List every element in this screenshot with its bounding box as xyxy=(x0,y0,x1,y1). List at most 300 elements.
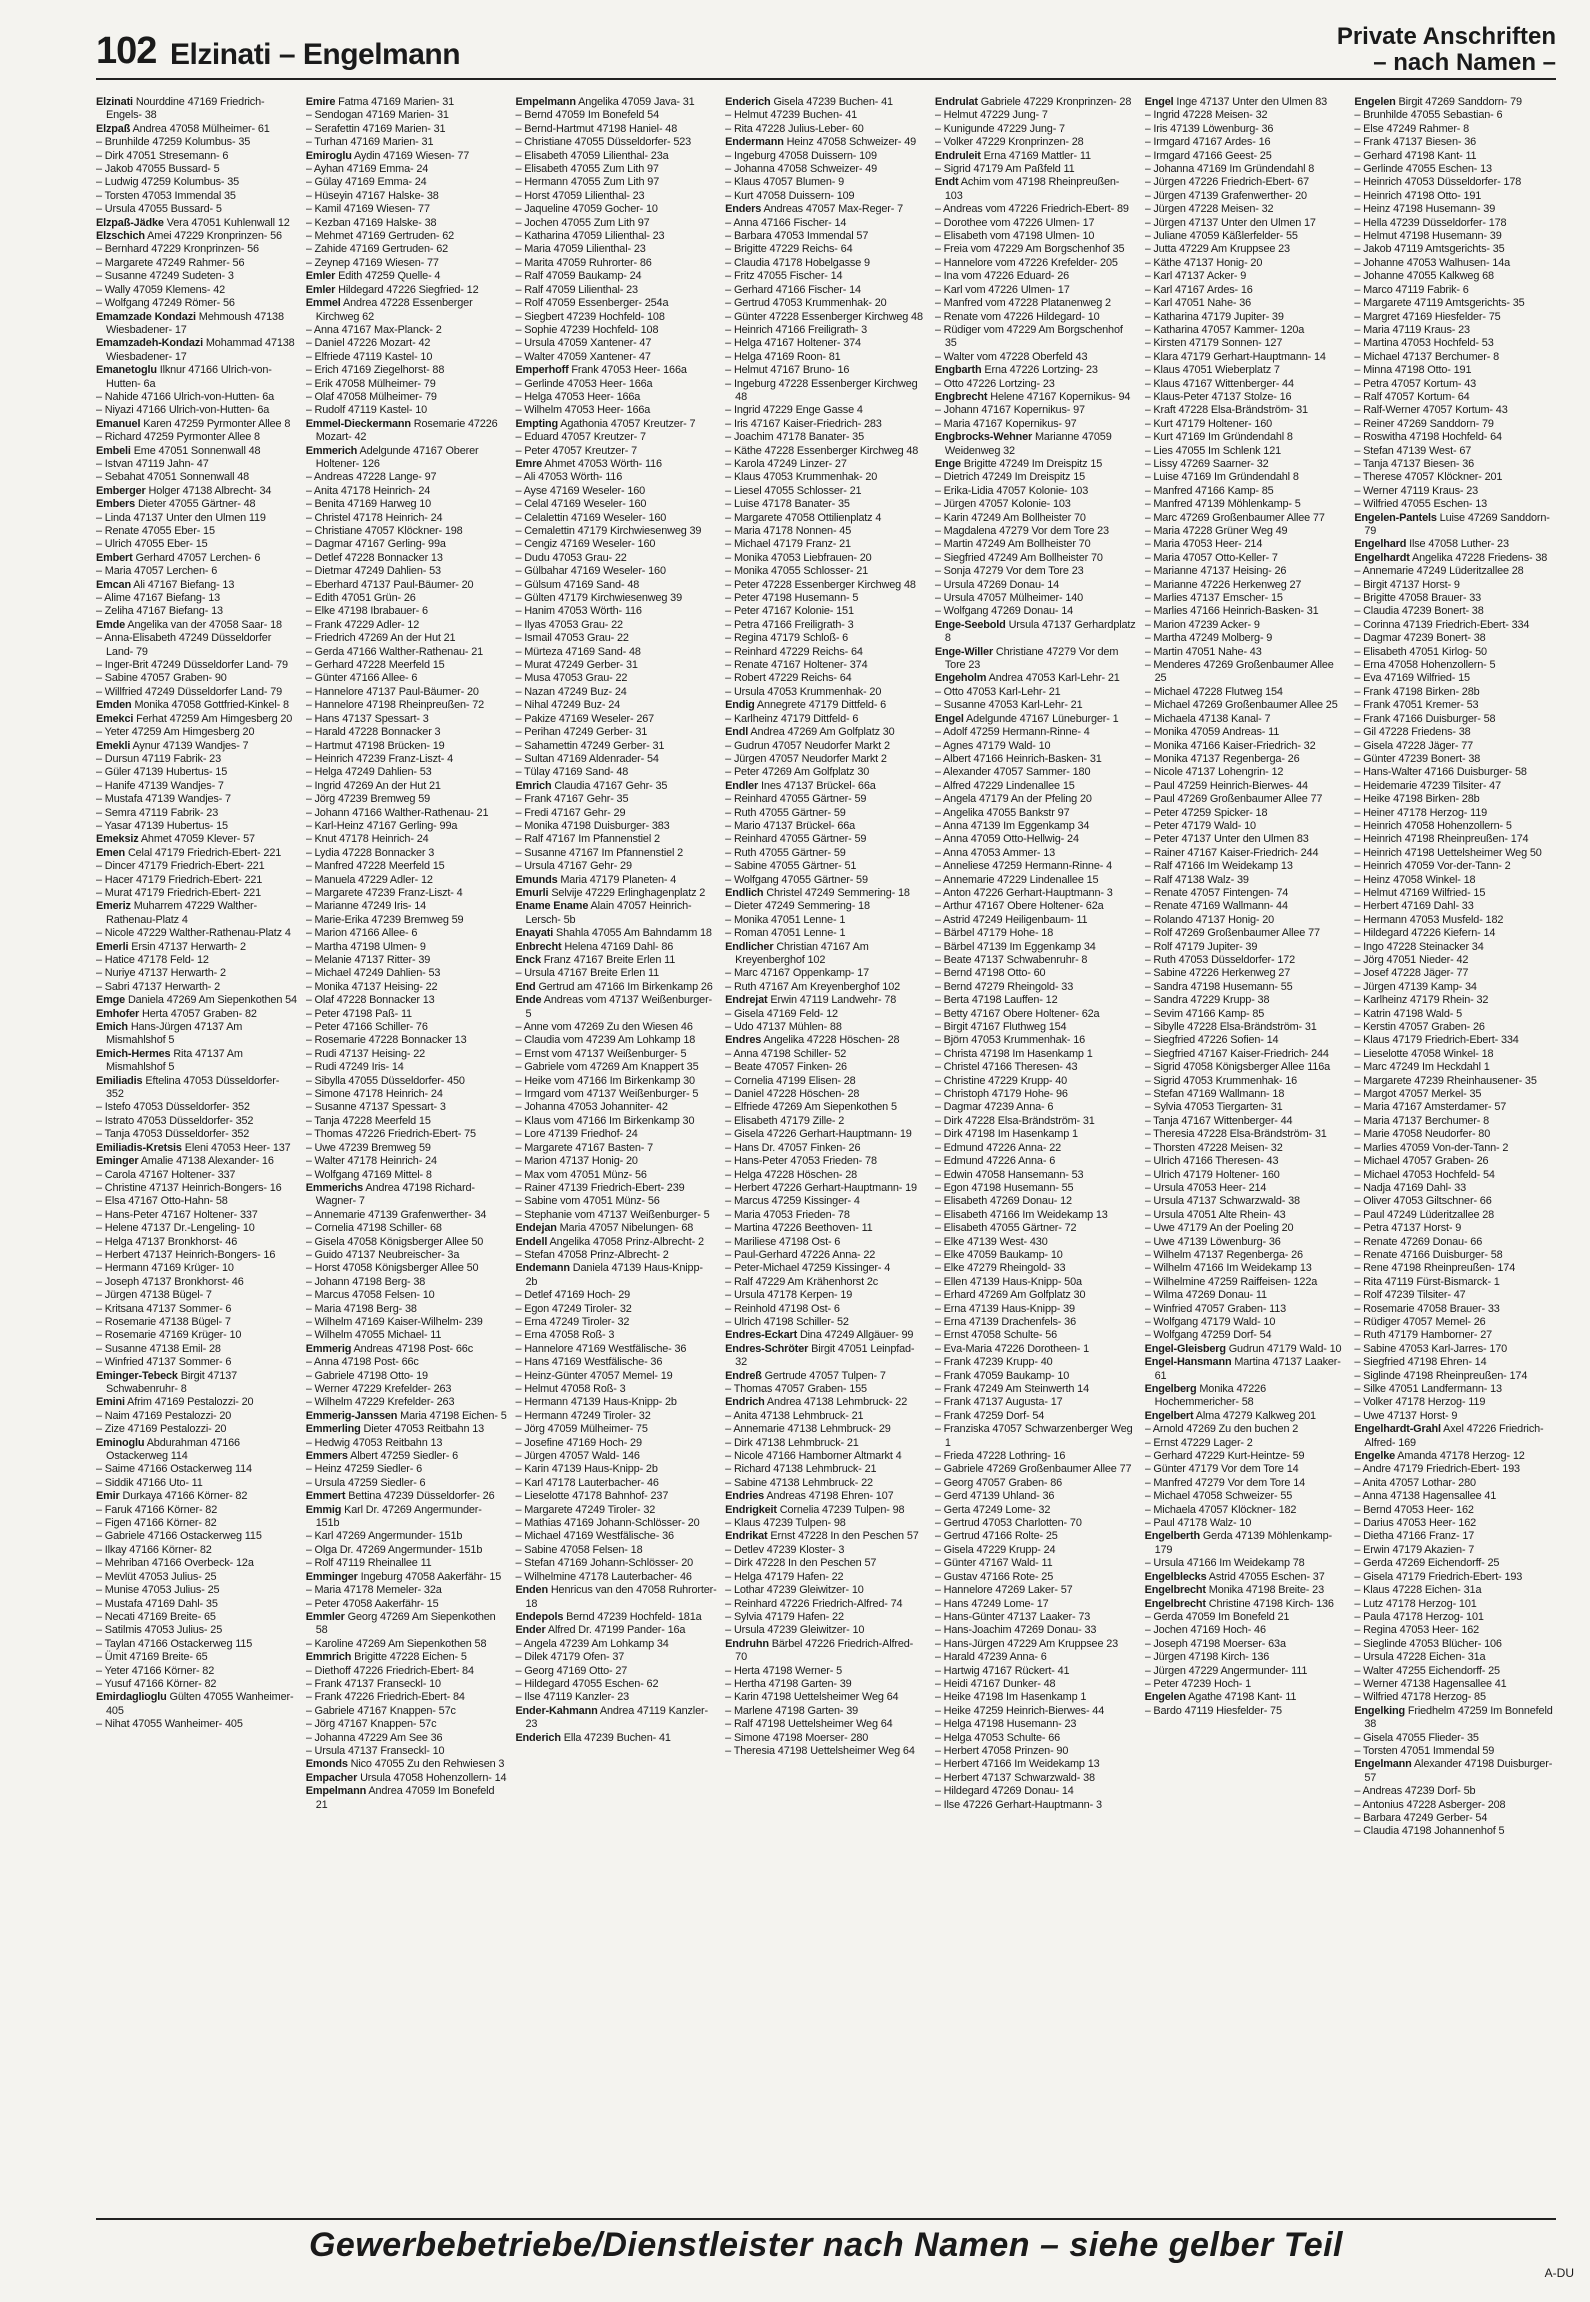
directory-entry xyxy=(1145,1169,1347,1182)
entry-details: Andreas 47198 Ehren- 107 xyxy=(764,1490,894,1503)
entry-details: – Hans-Peter 47167 Holtener- 337 xyxy=(96,1208,258,1221)
entry-details: – Otto 47226 Lortzing- 23 xyxy=(934,377,1055,390)
entry-details: Eleni 47053 Heer- 137 xyxy=(181,1141,291,1154)
directory-entry xyxy=(1354,1021,1556,1034)
entry-details: – Gertrud 47166 Rolte- 25 xyxy=(934,1530,1058,1543)
directory-entry xyxy=(306,699,508,712)
entry-details: Muharrem 47229 Walther-Rathenau-Platz 4 xyxy=(106,900,257,926)
entry-details: Andrea 47198 Richard-Wagner- 7 xyxy=(315,1181,475,1208)
entry-details: – Pakize 47169 Weseler- 267 xyxy=(515,712,655,725)
directory-entry xyxy=(935,404,1137,417)
entry-details: – Marc 47249 Im Heckdahl 1 xyxy=(1354,1061,1490,1074)
entry-details: – Ruth 47167 Am Kreyenberghof 102 xyxy=(725,980,901,993)
directory-entry xyxy=(935,994,1137,1007)
directory-entry xyxy=(96,257,298,270)
entry-details: – Celal 47169 Weseler- 160 xyxy=(515,498,647,511)
entry-details: – Menderes 47269 Großenbaumer Allee 25 xyxy=(1144,659,1334,685)
directory-entry xyxy=(1354,927,1556,940)
directory-entry xyxy=(725,1410,927,1423)
entry-details: – Heinrich 47198 Uettelsheimer Weg 50 xyxy=(1354,846,1542,859)
entry-details: – Marita 47059 Ruhrorter- 86 xyxy=(515,256,652,269)
entry-details: – Reinhard 47055 Gärtner- 59 xyxy=(725,833,867,846)
entry-details: Monika 47058 Gottfried-Kinkel- 8 xyxy=(131,699,289,712)
directory-entry xyxy=(935,1638,1137,1651)
directory-entry xyxy=(306,512,508,525)
directory-entry xyxy=(935,1383,1137,1396)
directory-entry xyxy=(1354,378,1556,391)
directory-entry xyxy=(725,351,927,364)
directory-entry xyxy=(935,766,1137,779)
entry-details: – Marcus 47058 Felsen- 10 xyxy=(305,1289,435,1302)
directory-entry xyxy=(96,713,298,726)
directory-entry xyxy=(725,1329,927,1342)
entry-surname: Engel xyxy=(1144,96,1174,108)
directory-entry xyxy=(1145,525,1347,538)
directory-entry xyxy=(935,740,1137,753)
entry-details: – Ulrich 47198 Schiller- 52 xyxy=(725,1315,849,1328)
directory-entry xyxy=(1145,176,1347,189)
entry-details: – Jakob 47119 Amtsgerichts- 35 xyxy=(1354,243,1505,256)
directory-entry xyxy=(935,592,1137,605)
directory-entry xyxy=(935,1530,1137,1543)
entry-surname: Endrulat xyxy=(934,96,978,108)
directory-entry xyxy=(725,914,927,927)
directory-entry xyxy=(1145,123,1347,136)
directory-entry xyxy=(96,874,298,887)
entry-details: – Heike 47198 Im Hasenkamp 1 xyxy=(934,1691,1087,1704)
directory-entry xyxy=(306,1530,508,1543)
directory-entry xyxy=(515,311,717,324)
entry-details: – Käthe 47137 Honig- 20 xyxy=(1144,256,1263,269)
entry-details: – Nicole 47137 Lohengrin- 12 xyxy=(1144,766,1284,779)
entry-details: – Frank 47166 Duisburger- 58 xyxy=(1354,712,1496,725)
directory-entry xyxy=(1354,284,1556,297)
directory-entry xyxy=(1145,257,1347,270)
entry-details: – Michael 47057 Graben- 26 xyxy=(1354,1155,1489,1168)
entry-details: – Claudia 47239 Bonert- 38 xyxy=(1354,605,1484,618)
entry-details: – Yeter 47166 Körner- 82 xyxy=(96,1664,215,1677)
directory-entry xyxy=(96,565,298,578)
directory-entry xyxy=(935,874,1137,887)
directory-entry xyxy=(515,954,717,967)
directory-entry xyxy=(725,1343,927,1370)
entry-surname: Emden xyxy=(96,699,132,712)
directory-entry xyxy=(96,1678,298,1691)
directory-entry xyxy=(515,1021,717,1034)
entry-details: – Heinrich 47059 Vor-der-Tann- 2 xyxy=(1354,860,1511,873)
entry-details: Gertrude 47057 Tulpen- 7 xyxy=(761,1369,886,1382)
entry-surname: Endlicher xyxy=(725,940,774,953)
directory-entry xyxy=(306,1490,508,1503)
directory-entry xyxy=(1354,1061,1556,1074)
entry-details: – Jürgen 47229 Angermunder- 111 xyxy=(1144,1664,1308,1677)
directory-entry xyxy=(935,753,1137,766)
directory-entry xyxy=(306,1691,508,1704)
directory-entry xyxy=(935,123,1137,136)
directory-entry xyxy=(1354,136,1556,149)
entry-details: – Sylvia 47053 Tiergarten- 31 xyxy=(1144,1101,1283,1114)
directory-entry xyxy=(96,887,298,900)
entry-details: – Olaf 47058 Mülheimer- 79 xyxy=(305,390,437,403)
directory-entry xyxy=(725,1088,927,1101)
directory-entry xyxy=(306,364,508,377)
entry-details: – Jörg 47051 Nieder- 42 xyxy=(1354,954,1469,966)
directory-entry xyxy=(725,1544,927,1557)
entry-details: Angelika 47058 Prinz-Albrecht- 2 xyxy=(547,1235,704,1248)
entry-details: – Rüdiger vom 47229 Am Borgschenhof 35 xyxy=(934,323,1123,350)
entry-details: – Karola 47249 Linzer- 27 xyxy=(725,457,847,470)
directory-entry xyxy=(515,1101,717,1114)
entry-details: – Richard 47138 Lehmbruck- 21 xyxy=(725,1463,877,1476)
entry-details: – Gerhard 47229 Kurt-Heintze- 59 xyxy=(1144,1450,1305,1463)
directory-entry xyxy=(935,1169,1137,1182)
directory-entry xyxy=(1145,605,1347,618)
directory-entry xyxy=(1354,1624,1556,1637)
directory-entry xyxy=(515,1530,717,1543)
directory-entry xyxy=(515,538,717,551)
directory-entry xyxy=(725,1611,927,1624)
entry-details: – Lothar 47239 Gleiwitzer- 10 xyxy=(725,1584,864,1597)
directory-entry xyxy=(935,1745,1137,1758)
directory-entry xyxy=(515,1611,717,1624)
entry-details: – Tanja 47228 Meerfeld 15 xyxy=(305,1114,431,1127)
directory-entry xyxy=(515,847,717,860)
directory-entry xyxy=(96,1316,298,1329)
entry-details: – Iris 47167 Kaiser-Friedrich- 283 xyxy=(725,417,882,430)
entry-details: – Kezban 47169 Halske- 38 xyxy=(305,216,437,229)
entry-details: – Klaus 47053 Krummenhak- 20 xyxy=(725,471,878,484)
directory-entry xyxy=(515,833,717,846)
directory-entry xyxy=(515,1638,717,1651)
entry-details: – Volker 47178 Herzog- 119 xyxy=(1354,1396,1486,1409)
entry-details: – Gabriele 47198 Otto- 19 xyxy=(305,1369,428,1382)
entry-surname: Enden xyxy=(515,1584,548,1597)
entry-details: – Ursula 47059 Xantener- 47 xyxy=(515,337,652,350)
entry-details: Cornelia 47239 Tulpen- 98 xyxy=(776,1503,905,1516)
entry-surname: Enderich xyxy=(725,96,771,108)
entry-details: – Peter 47058 Aakerfähr- 15 xyxy=(305,1597,439,1610)
directory-entry xyxy=(306,605,508,618)
entry-details: – Knut 47178 Heinrich- 24 xyxy=(305,833,429,846)
entry-details: Inge 47137 Unter den Ulmen 83 xyxy=(1173,96,1328,108)
directory-entry xyxy=(725,1624,927,1637)
directory-entry xyxy=(935,1021,1137,1034)
entry-details: – Peter 47259 Spicker- 18 xyxy=(1144,806,1268,819)
entry-details: Ingeburg 47058 Aakerfähr- 15 xyxy=(357,1570,502,1583)
entry-details: – Mariliese 47198 Ost- 6 xyxy=(725,1235,841,1248)
entry-details: – Erna 47139 Drachenfels- 36 xyxy=(934,1315,1076,1328)
directory-entry xyxy=(1145,820,1347,833)
entry-details: Rosemarie 47226 Mozart- 42 xyxy=(315,417,498,444)
entry-details: – Zeliha 47167 Biefang- 13 xyxy=(96,605,223,618)
entry-details: – Mürteza 47169 Sand- 48 xyxy=(515,645,641,658)
directory-entry xyxy=(1145,1517,1347,1530)
directory-entry xyxy=(1145,632,1347,645)
entry-details: – Brunhilde 47259 Kolumbus- 35 xyxy=(96,136,251,149)
entry-details: – Helga 47249 Dahlien- 53 xyxy=(305,766,432,779)
directory-entry xyxy=(1145,833,1347,846)
entry-details: – Frank 47249 Am Steinwerth 14 xyxy=(934,1383,1089,1395)
entry-surname: Engelen xyxy=(1354,96,1396,108)
entry-details: – Marlies 47059 Von-der-Tann- 2 xyxy=(1354,1141,1509,1154)
footer-text: Gewerbebetriebe/Dienstleister nach Namen – siehe gelber Teil xyxy=(308,2226,1343,2264)
entry-surname: Emini xyxy=(96,1396,125,1409)
directory-entry xyxy=(725,847,927,860)
directory-entry xyxy=(935,1262,1137,1275)
directory-entry xyxy=(1354,565,1556,578)
entry-details: – Nuriye 47137 Herwarth- 2 xyxy=(96,967,226,980)
directory-entry xyxy=(935,793,1137,806)
entry-details: Amei 47229 Kronprinzen- 56 xyxy=(144,230,282,243)
entry-details: Axel 47226 Friedrich-Alfred- 169 xyxy=(1364,1423,1544,1449)
entry-details: – Jürgen 47057 Neudorfer Markt 2 xyxy=(725,752,887,765)
entry-surname: Emekci xyxy=(96,712,134,725)
entry-surname: Emeksiz xyxy=(96,833,139,846)
entry-details: – Peter 47269 Am Golfplatz 30 xyxy=(725,766,870,779)
directory-entry xyxy=(515,1437,717,1450)
directory-entry xyxy=(306,579,508,592)
entry-details: – Olaf 47228 Bonnacker 13 xyxy=(305,994,435,1007)
directory-entry xyxy=(1145,1624,1347,1637)
entry-details: – Kunigunde 47229 Jung- 7 xyxy=(934,122,1065,135)
directory-entry xyxy=(1354,471,1556,484)
entry-details: – Klaus 47179 Friedrich-Ebert- 334 xyxy=(1354,1034,1519,1047)
entry-details: Hans-Jürgen 47137 Am Mismahlshof 5 xyxy=(106,1021,243,1047)
directory-entry xyxy=(725,860,927,873)
directory-entry xyxy=(515,458,717,471)
entry-details: Selvije 47229 Erlinghagenplatz 2 xyxy=(548,886,706,899)
entry-details: – Gisela 47179 Friedrich-Ebert- 193 xyxy=(1354,1570,1523,1583)
directory-entry xyxy=(725,1530,927,1543)
entry-details: – Bardo 47119 Hiesfelder- 75 xyxy=(1144,1704,1282,1717)
directory-entry xyxy=(306,552,508,565)
entry-surname: Endrejat xyxy=(725,994,768,1007)
entry-details: – Simone 47178 Heinrich- 24 xyxy=(305,1088,443,1101)
directory-entry xyxy=(515,217,717,230)
directory-entry xyxy=(1354,981,1556,994)
directory-entry xyxy=(306,217,508,230)
entry-details: – Siegfried 47249 Am Bollheister 70 xyxy=(934,551,1103,564)
directory-entry xyxy=(515,1651,717,1664)
entry-details: Christian 47167 Am Kreyenberghof 102 xyxy=(735,940,869,966)
directory-entry xyxy=(1354,887,1556,900)
entry-details: – Hüseyin 47167 Halske- 38 xyxy=(305,189,439,202)
directory-entry xyxy=(515,96,717,109)
entry-details: – Helmut 47239 Buchen- 41 xyxy=(725,109,858,122)
entry-details: – Heike 47259 Heinrich-Bierwes- 44 xyxy=(934,1704,1105,1717)
entry-details: – Iris 47139 Löwenburg- 36 xyxy=(1144,122,1274,135)
directory-entry xyxy=(1354,230,1556,243)
directory-entry xyxy=(725,1155,927,1168)
entry-details: – Ali 47053 Wörth- 116 xyxy=(515,471,623,484)
directory-entry xyxy=(515,1410,717,1423)
directory-entry xyxy=(725,1477,927,1490)
entry-details: – Heidemarie 47239 Tilsiter- 47 xyxy=(1354,779,1501,792)
entry-details: – Reinhard 47229 Reichs- 64 xyxy=(725,645,863,658)
entry-details: – Gülbahar 47169 Weseler- 160 xyxy=(515,565,666,578)
directory-entry xyxy=(725,1718,927,1731)
entry-details: – Margarete 47119 Amtsgerichts- 35 xyxy=(1354,297,1525,310)
entry-details: – Munise 47053 Julius- 25 xyxy=(96,1584,220,1597)
entry-details: – Frank 47137 Franseckl- 10 xyxy=(305,1677,441,1690)
directory-entry xyxy=(515,1356,717,1369)
entry-details: – Ulrich 47166 Theresen- 43 xyxy=(1144,1155,1279,1168)
directory-entry xyxy=(725,780,927,793)
directory-entry xyxy=(725,941,927,968)
entry-details: – Jürgen 47139 Grafenwerther- 20 xyxy=(1144,189,1307,202)
entry-details: – Wilfried 47178 Herzog- 85 xyxy=(1354,1691,1486,1704)
entry-details: Andreas 47057 Max-Reger- 7 xyxy=(761,203,904,216)
directory-entry xyxy=(306,337,508,350)
directory-entry xyxy=(96,243,298,256)
entry-details: – Maria 47057 Lerchen- 6 xyxy=(96,565,218,578)
entry-details: – Elke 47139 West- 430 xyxy=(934,1235,1048,1248)
directory-entry xyxy=(515,1303,717,1316)
entry-details: – Karoline 47269 Am Siepenkothen 58 xyxy=(305,1637,487,1650)
directory-entry xyxy=(725,1463,927,1476)
directory-entry xyxy=(96,1075,298,1102)
entry-details: – Ralf 47057 Kortum- 64 xyxy=(1354,390,1470,403)
entry-details: – Hannelore 47137 Paul-Bäumer- 20 xyxy=(305,685,479,698)
directory-entry xyxy=(1145,1276,1347,1289)
directory-entry xyxy=(935,297,1137,310)
entry-surname: Emde xyxy=(96,618,126,631)
directory-entry xyxy=(935,485,1137,498)
directory-entry xyxy=(1145,1101,1347,1114)
entry-details: – Paula 47178 Herzog- 101 xyxy=(1354,1610,1484,1623)
directory-entry xyxy=(1145,230,1347,243)
directory-entry xyxy=(515,565,717,578)
entry-details: – Gisela 47226 Gerhart-Hauptmann- 19 xyxy=(725,1128,912,1141)
entry-details: – Lore 47139 Friedhof- 24 xyxy=(515,1128,638,1141)
directory-columns xyxy=(96,96,1556,2206)
entry-details: – Erwin 47179 Akazien- 7 xyxy=(1354,1543,1475,1556)
entry-surname: Emperhoff xyxy=(515,364,569,377)
entry-details: – Heinrich 47166 Freiligrath- 3 xyxy=(725,323,867,336)
directory-entry xyxy=(515,766,717,779)
entry-details: – Dursun 47119 Fabrik- 23 xyxy=(96,752,221,765)
entry-details: – Lieselotte 47178 Bahnhof- 237 xyxy=(515,1490,669,1503)
entry-surname: Engbrocks-Wehner xyxy=(934,431,1033,444)
entry-details: – Rainer 47139 Friedrich-Ebert- 239 xyxy=(515,1181,685,1194)
entry-details: – Necati 47169 Breite- 65 xyxy=(96,1610,216,1623)
entry-details: – Gerhard 47198 Kant- 11 xyxy=(1354,149,1477,162)
entry-details: – Elisabeth 47059 Lilienthal- 23a xyxy=(515,149,669,162)
entry-details: – Helmut 47229 Jung- 7 xyxy=(934,109,1048,122)
entry-details: – Claudia vom 47239 Am Lohkamp 18 xyxy=(515,1034,696,1047)
directory-entry xyxy=(935,1316,1137,1329)
directory-entry xyxy=(725,485,927,498)
entry-surname: Emmerig xyxy=(305,1342,352,1355)
entry-details: – Ingeburg 47058 Duissern- 109 xyxy=(725,149,877,162)
directory-entry xyxy=(935,512,1137,525)
entry-details: Gerda 47139 Möhlenkamp- 179 xyxy=(1154,1530,1332,1556)
entry-details: – Simone 47198 Moerser- 280 xyxy=(725,1731,869,1744)
entry-details: – Istrato 47053 Düsseldorfer- 352 xyxy=(96,1114,254,1127)
directory-entry xyxy=(935,605,1137,618)
directory-entry xyxy=(935,1544,1137,1557)
directory-entry xyxy=(306,1048,508,1061)
directory-entry xyxy=(1354,1611,1556,1624)
directory-entry xyxy=(1354,96,1556,109)
entry-details: – Rolf 47059 Essenberger- 254a xyxy=(515,297,669,310)
directory-entry xyxy=(96,1343,298,1356)
entry-details: Birgit 47269 Sanddorn- 79 xyxy=(1395,96,1522,108)
directory-entry xyxy=(306,874,508,887)
directory-entry xyxy=(1145,1075,1347,1088)
entry-details: Karl Dr. 47269 Angermunder- 151b xyxy=(315,1503,482,1530)
directory-entry xyxy=(935,1303,1137,1316)
entry-details: – Werner 47138 Hagensallee 41 xyxy=(1354,1677,1507,1690)
entry-details: – Robert 47229 Reichs- 64 xyxy=(725,672,852,685)
directory-entry xyxy=(96,150,298,163)
directory-entry xyxy=(1354,1490,1556,1503)
directory-entry xyxy=(306,1343,508,1356)
directory-entry xyxy=(1145,552,1347,565)
entry-details: – Ralf 47138 Walz- 39 xyxy=(1144,873,1249,886)
directory-entry xyxy=(935,176,1137,203)
entry-details: – Klaus 47239 Tulpen- 98 xyxy=(725,1517,846,1530)
entry-details: – Jakob 47055 Bussard- 5 xyxy=(96,163,220,176)
entry-details: – Ralf 47229 Am Krähenhorst 2c xyxy=(725,1275,879,1288)
entry-details: Celal 47179 Friedrich-Ebert- 221 xyxy=(125,846,282,859)
directory-entry xyxy=(96,1665,298,1678)
directory-entry xyxy=(1145,1691,1347,1704)
directory-entry xyxy=(306,1303,508,1316)
directory-entry xyxy=(1145,780,1347,793)
entry-details: – Michael 47169 Westfälische- 36 xyxy=(515,1530,674,1543)
entry-details: – Anna 47166 Fischer- 14 xyxy=(725,216,847,229)
entry-details: – Karl 47269 Angermunder- 151b xyxy=(305,1530,463,1543)
entry-details: Daniela 47139 Haus-Knipp- 2b xyxy=(525,1262,703,1288)
entry-details: – Hans Dr. 47057 Finken- 26 xyxy=(725,1141,861,1154)
directory-entry xyxy=(1145,1530,1347,1557)
directory-entry xyxy=(306,954,508,967)
directory-entry xyxy=(1145,1155,1347,1168)
directory-entry xyxy=(515,431,717,444)
entry-details: – Petra 47137 Horst- 9 xyxy=(1354,1222,1462,1235)
directory-entry xyxy=(935,579,1137,592)
entry-details: – Ayse 47169 Weseler- 160 xyxy=(515,484,646,497)
entry-details: – Faruk 47166 Körner- 82 xyxy=(96,1503,218,1516)
directory-entry xyxy=(96,900,298,927)
entry-details: – Sabine 47138 Lehmbruck- 22 xyxy=(725,1476,873,1489)
entry-details: – Brunhilde 47055 Sebastian- 6 xyxy=(1354,109,1503,122)
entry-details: – Edith 47051 Grün- 26 xyxy=(305,592,416,605)
entry-details: – Gülsum 47169 Sand- 48 xyxy=(515,578,640,591)
entry-details: – Hermann 47249 Tiroler- 32 xyxy=(515,1409,651,1422)
directory-entry xyxy=(1354,1504,1556,1517)
entry-details: – Herta 47198 Werner- 5 xyxy=(725,1664,842,1677)
entry-details: – Betty 47167 Obere Holtener- 62a xyxy=(934,1007,1100,1020)
entry-details: – Anita 47178 Heinrich- 24 xyxy=(305,484,431,497)
directory-entry xyxy=(515,1477,717,1490)
entry-details: – Peter 47239 Hoch- 1 xyxy=(1144,1677,1252,1690)
directory-entry xyxy=(1145,1262,1347,1275)
directory-entry xyxy=(306,1557,508,1570)
entry-details: – Anna 47198 Schiller- 52 xyxy=(725,1047,847,1060)
entry-details: – Björn 47053 Krummenhak- 16 xyxy=(934,1034,1086,1047)
directory-entry xyxy=(935,619,1137,646)
entry-details: – Rudi 47137 Heising- 22 xyxy=(305,1047,426,1060)
directory-entry xyxy=(515,860,717,873)
directory-entry xyxy=(96,270,298,283)
directory-entry xyxy=(306,565,508,578)
directory-entry xyxy=(1145,1236,1347,1249)
directory-entry xyxy=(1354,1691,1556,1704)
directory-entry xyxy=(1354,1383,1556,1396)
entry-details: Karen 47259 Pyrmonter Allee 8 xyxy=(140,417,291,430)
